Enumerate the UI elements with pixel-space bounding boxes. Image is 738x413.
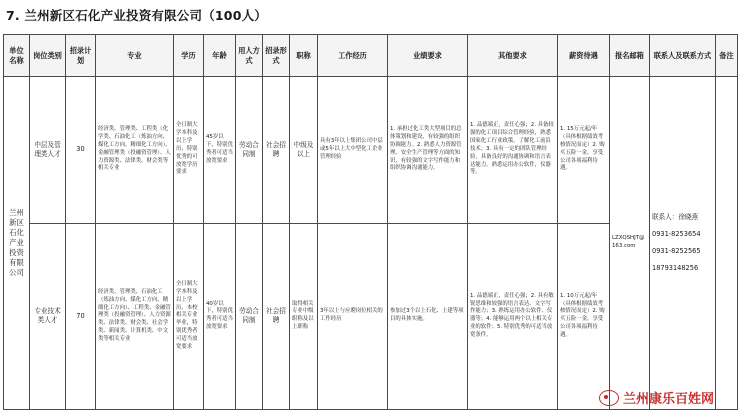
row-experience: 具有3年以上集团公司中层或5年以上大中型化工企业管理经验	[318, 77, 388, 224]
header-category: 岗位类别	[30, 35, 66, 77]
header-education: 学历	[174, 35, 204, 77]
contact-phone-1: 0931-8253654	[652, 230, 701, 239]
header-salary: 薪资待遇	[558, 35, 610, 77]
row-title: 取得相关专业中级职称及以上职称	[290, 223, 318, 409]
table-header-row	[4, 35, 738, 77]
company-name: 兰州新区石化产业投资有限公司	[4, 77, 30, 410]
header-count: 招录计划	[66, 35, 96, 77]
row-age: 45岁以下，特别优秀者可适当放宽要求	[204, 77, 236, 224]
contact-cell	[650, 77, 716, 410]
page-title: 7. 兰州新区石化产业投资有限公司（100人）	[6, 8, 267, 23]
row-title: 中级及以上	[290, 77, 318, 224]
contact-person: 联系人：徐晓燕	[652, 213, 699, 222]
wechat-icon	[599, 390, 619, 406]
row-education: 全日制大学本科及以上学历，本校相关专业毕业，特别优秀者可适当放宽要求	[174, 223, 204, 409]
header-employment: 用人方式	[236, 35, 263, 77]
table-row	[4, 77, 738, 224]
row-performance: 1. 承担过化工类大型项目的总体策划和建设，有较强的组织协调能力。2. 熟悉人力资源管理、安全生产管理等方面的知识，有较强的文字写作能力和组织协调沟通能力。	[388, 77, 468, 224]
header-contact: 联系人及联系方式	[650, 35, 716, 77]
row-category: 中层及管理类人才	[30, 77, 66, 224]
contact-mobile: 18793148256	[652, 263, 699, 272]
email-cell: LZXQSHJT@163.com	[610, 77, 650, 410]
header-remarks: 备注	[716, 35, 738, 77]
row-major: 经济类、管理类、石油化工（炼油方向、煤化工方向、精细化工方向）、工程类、金融管理类（投融资管理）、人力资源类、法律类、财会类、社会学类、新闻类、计算机类、中文类等相关专业	[96, 223, 174, 409]
row-category: 专业技术类人才	[30, 223, 66, 409]
row-count: 30	[66, 77, 96, 224]
row-recruit-form: 社会招聘	[263, 223, 290, 409]
header-experience: 工作经历	[318, 35, 388, 77]
watermark-text: 兰州康乐百姓网	[622, 392, 714, 407]
row-experience: 3年以上与应聘岗位相关的工作经历	[318, 223, 388, 409]
contact-phone-2: 0931-8252565	[652, 247, 701, 255]
header-title: 职称	[290, 35, 318, 77]
watermark	[599, 388, 714, 407]
header-major: 专业	[96, 35, 174, 77]
header-unit: 单位名称	[4, 35, 30, 77]
remarks-cell	[716, 77, 738, 410]
row-major: 经济类、管理类、工程类（化学类、石油化工（炼油方向、煤化工方向、精细化工方向）、金融管理类（投融资管理）、人力资源类、法律类、财会类等相关专业	[96, 77, 174, 224]
header-recruit-form: 招录形式	[263, 35, 290, 77]
row-employment: 劳动合同制	[236, 77, 263, 224]
row-count: 70	[66, 223, 96, 409]
row-other: 1. 品德端正，责任心强；2. 具有敏锐思维和较强的语言表达、文字写作能力；3. 熟练运用办公软件、仪器等；4. 能够运用两个以上相关专业的软件；5. 特别优秀的可适当放宽条件。	[468, 223, 558, 409]
row-other: 1. 品德端正，责任心强；2. 具备较强的化工项目综合管理经验，熟悉国家化工行业政策，了解化工前沿技术；3. 具有一定的团队管理经验，具备良好的沟通协调和语言表达能力，熟悉运用办公软件，仪器等。	[468, 77, 558, 224]
row-performance: 参加过3个以上石化、土建等项目的具体实施。	[388, 223, 468, 409]
header-age: 年龄	[204, 35, 236, 77]
row-education: 全日制大学本科及以上学历，特别优秀的可放宽学历要求	[174, 77, 204, 224]
row-employment: 劳动合同制	[236, 223, 263, 409]
header-performance: 业绩要求	[388, 35, 468, 77]
row-recruit-form: 社会招聘	[263, 77, 290, 224]
recruitment-table	[3, 34, 738, 410]
row-salary: 1. 10万元起/年（具体根据绩效考核情况而定）2. 购买五险一金，享受公司各项福利待遇。	[558, 223, 610, 409]
header-other: 其他要求	[468, 35, 558, 77]
row-age: 40岁以下，特别优秀者可适当放宽要求	[204, 223, 236, 409]
row-salary: 1. 15万元起/年（具体根据绩效考核情况而定）2. 购买五险一金，享受公司各项福利待遇。	[558, 77, 610, 224]
header-email: 报名邮箱	[610, 35, 650, 77]
